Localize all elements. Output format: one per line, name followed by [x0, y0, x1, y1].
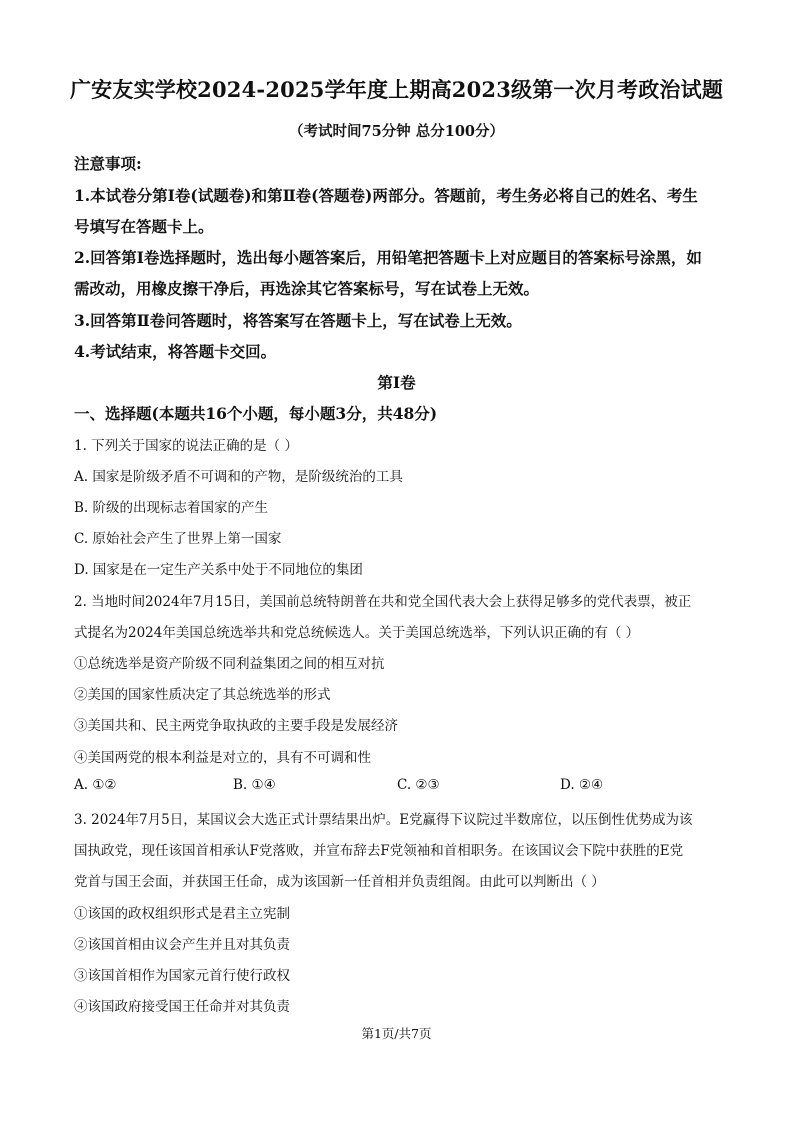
exam-title: 广安友实学校2024-2025学年度上期高2023级第一次月考政治试题: [69, 77, 724, 102]
notice-line: 3.回答第Ⅱ卷问答题时，将答案写在答题卡上，写在试卷上无效。: [74, 311, 522, 330]
question-2-item: ①总统选举是资产阶级不同利益集团之间的相互对抗: [74, 656, 385, 672]
question-1-stem: 1. 下列关于国家的说法正确的是（ ）: [74, 438, 298, 454]
question-3-item: ②该国首相由议会产生并且对其负责: [74, 937, 290, 953]
question-1-option-b: B. 阶级的出现标志着国家的产生: [74, 500, 269, 516]
page-number: 第1页/共7页: [361, 1026, 432, 1041]
question-2-choice-a: A. ①②: [74, 777, 117, 793]
notice-heading: 注意事项:: [74, 154, 142, 173]
exam-subtitle: （考试时间75分钟 总分100分）: [289, 123, 504, 140]
question-2-choice-c: C. ②③: [397, 777, 440, 793]
notice-line: 2.回答第Ⅰ卷选择题时，选出每小题答案后，用铅笔把答题卡上对应题目的答案标号涂黑，如: [74, 248, 702, 267]
volume-heading: 第Ⅰ卷: [377, 373, 416, 392]
notice-line: 4.考试结束，将答题卡交回。: [74, 342, 277, 361]
question-1-option-c: C. 原始社会产生了世界上第一国家: [74, 531, 282, 547]
question-2-stem: 式提名为2024年美国总统选举共和党总统候选人。关于美国总统选举，下列认识正确的有（ ）: [74, 625, 640, 641]
question-2-choice-b: B. ①④: [233, 777, 276, 793]
notice-line: 号填写在答题卡上。: [74, 217, 214, 236]
question-3-stem: 3. 2024年7月5日，某国议会大选正式计票结果出炉。E党赢得下议院过半数席位，以压倒性优势成为该: [74, 812, 693, 828]
question-3-item: ③该国首相作为国家元首行使行政权: [74, 968, 290, 984]
question-2-stem: 2. 当地时间2024年7月15日，美国前总统特朗普在共和党全国代表大会上获得足够多的党代表票，被正: [74, 594, 692, 610]
question-2-choice-d: D. ②④: [560, 777, 604, 793]
question-3-item: ④该国政府接受国王任命并对其负责: [74, 999, 290, 1015]
notice-line: 1.本试卷分第Ⅰ卷(试题卷)和第Ⅱ卷(答题卷)两部分。答题前，考生务必将自己的姓名、考生: [74, 186, 698, 205]
question-2-item: ④美国两党的根本利益是对立的，具有不可调和性: [74, 750, 371, 766]
question-1-option-a: A. 国家是阶级矛盾不可调和的产物，是阶级统治的工具: [74, 469, 403, 485]
question-3-stem: 国执政党，现任该国首相承认F党落败，并宣布辞去F党领袖和首相职务。在该国议会下院中获胜的E党: [74, 843, 684, 859]
question-1-option-d: D. 国家是在一定生产关系中处于不同地位的集团: [74, 562, 363, 578]
question-3-item: ①该国的政权组织形式是君主立宪制: [74, 906, 290, 922]
question-2-item: ③美国共和、民主两党争取执政的主要手段是发展经济: [74, 718, 398, 734]
section-heading: 一、选择题(本题共16个小题，每小题3分，共48分): [74, 404, 438, 423]
notice-line: 需改动，用橡皮擦干净后，再选涂其它答案标号，写在试卷上无效。: [74, 279, 540, 298]
question-2-item: ②美国的国家性质决定了其总统选举的形式: [74, 687, 331, 703]
question-3-stem: 党首与国王会面，并获国王任命，成为该国新一任首相并负责组阁。由此可以判断出（ ）: [74, 874, 605, 890]
